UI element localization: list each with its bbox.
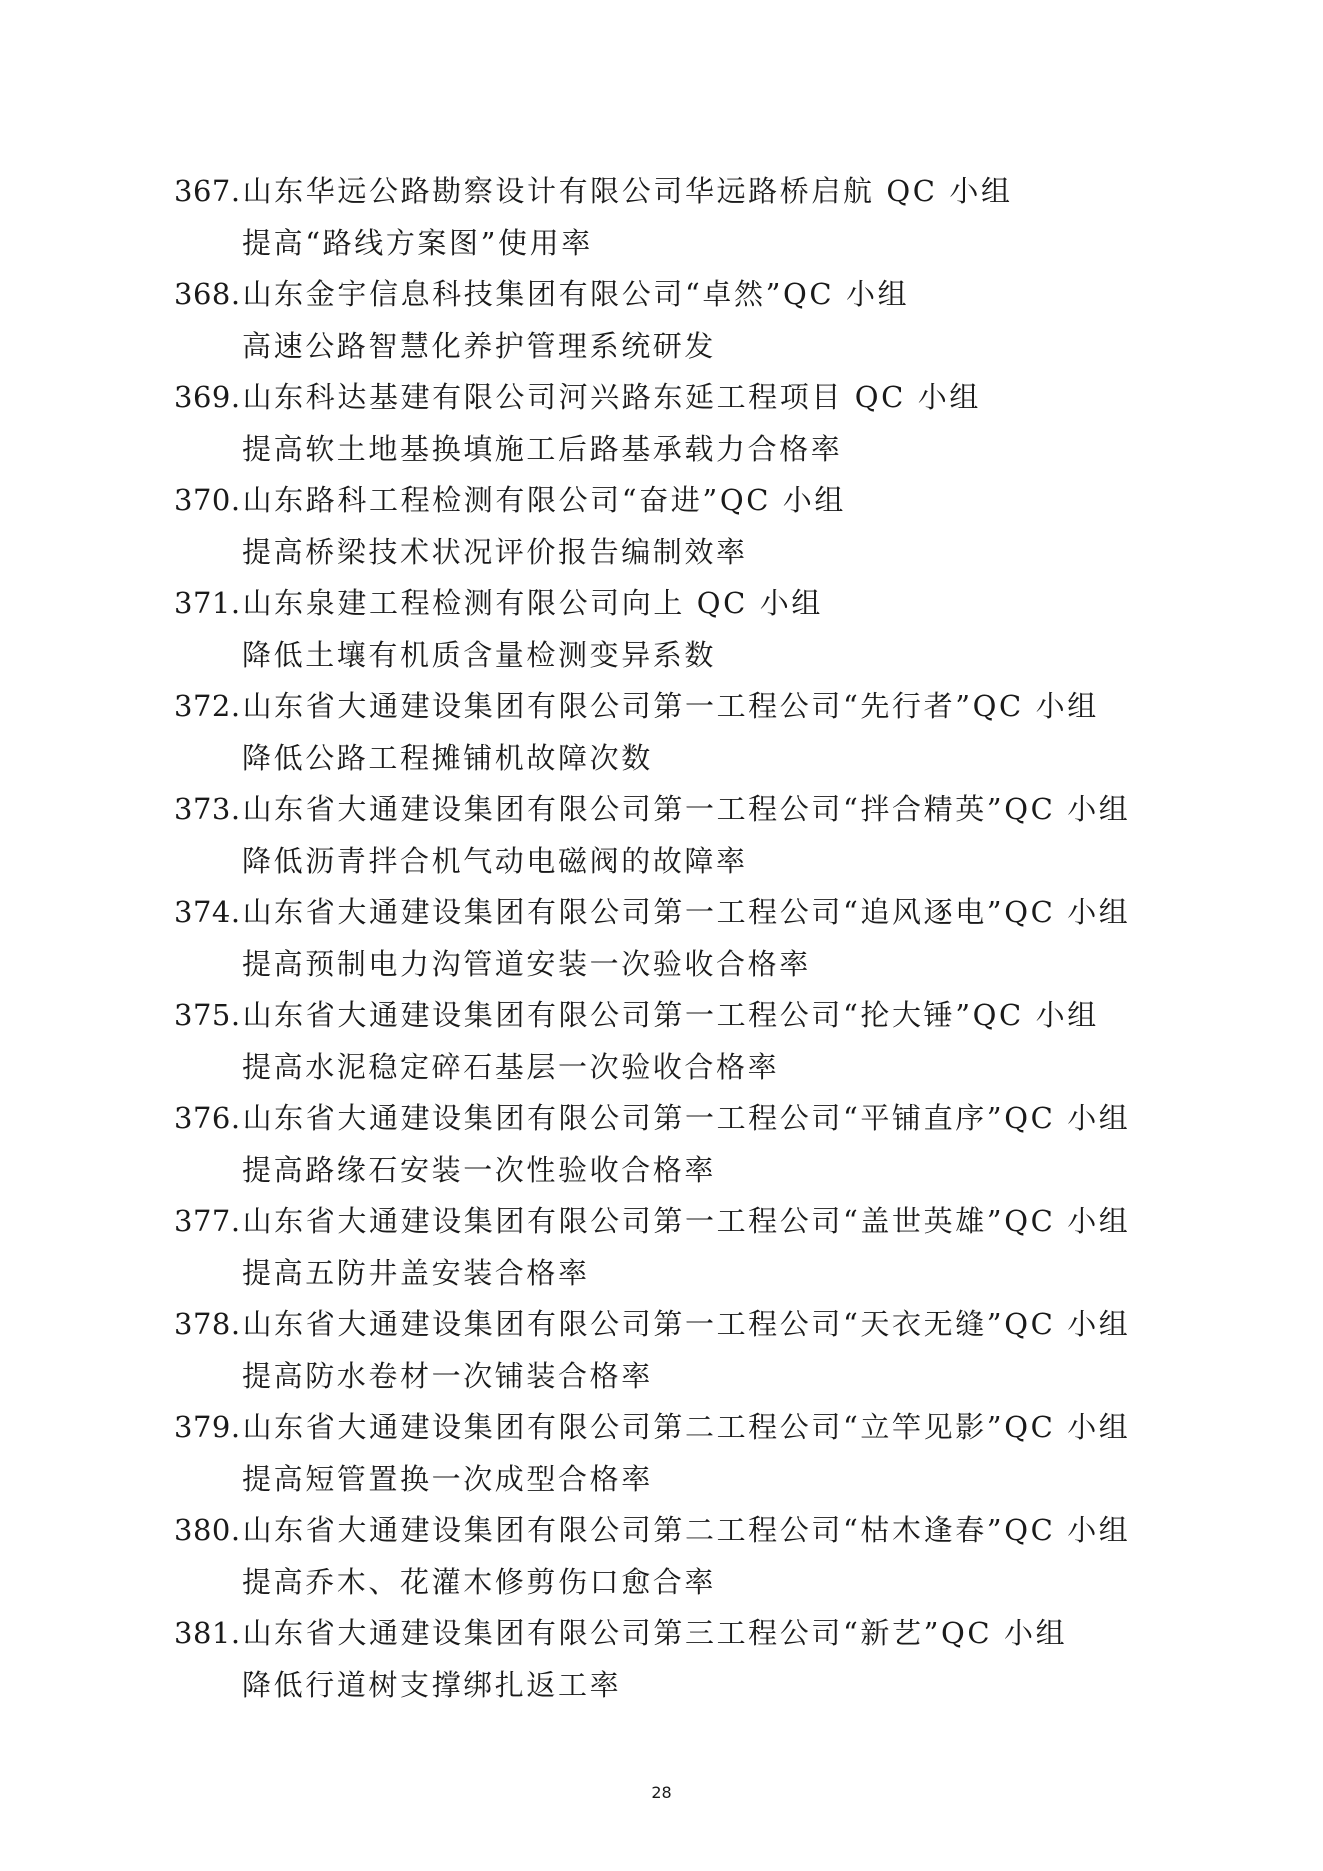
entry-subject: 高速公路智慧化养护管理系统研发: [242, 329, 717, 363]
entry-number: 371.: [174, 586, 241, 620]
list-item: [174, 474, 1174, 577]
entry-subject: 提高乔木、花灌木修剪伤口愈合率: [242, 1565, 717, 1599]
entry-heading: [174, 783, 1130, 835]
entry-subject: 降低土壤有机质含量检测变异系数: [242, 638, 717, 672]
entry-title: 山东省大通建设集团有限公司第二工程公司“立竿见影”QC 小组: [242, 1410, 1131, 1444]
entry-number: 380.: [174, 1513, 241, 1547]
list-item: [174, 577, 1174, 680]
entry-heading: [174, 1607, 1067, 1659]
list-item: [174, 989, 1174, 1092]
entry-heading: [174, 1504, 1130, 1556]
list-item: [174, 371, 1174, 474]
entry-subject: 降低行道树支撑绑扎返工率: [242, 1668, 622, 1702]
entry-title: 山东省大通建设集团有限公司第一工程公司“先行者”QC 小组: [242, 689, 1099, 723]
entry-title: 山东省大通建设集团有限公司第一工程公司“盖世英雄”QC 小组: [242, 1204, 1131, 1238]
entry-subject: 提高路缘石安装一次性验收合格率: [242, 1153, 717, 1187]
entry-number: 373.: [174, 792, 241, 826]
entry-subject: 降低公路工程摊铺机故障次数: [242, 741, 653, 775]
entry-subject: 提高五防井盖安装合格率: [242, 1256, 590, 1290]
entry-heading: [174, 1401, 1130, 1453]
entry-title: 山东泉建工程检测有限公司向上 QC 小组: [242, 586, 823, 620]
entry-subject: 提高防水卷材一次铺装合格率: [242, 1359, 653, 1393]
entry-number: 379.: [174, 1410, 241, 1444]
list-item: [174, 1607, 1174, 1710]
entry-heading: [174, 474, 846, 526]
list-item: [174, 268, 1174, 371]
entry-number: 377.: [174, 1204, 241, 1238]
list-item: [174, 1195, 1174, 1298]
list-item: [174, 1401, 1174, 1504]
entry-heading: [174, 577, 823, 629]
entry-subject: 降低沥青拌合机气动电磁阀的故障率: [242, 844, 748, 878]
entry-number: 378.: [174, 1307, 241, 1341]
entry-heading: [174, 165, 1013, 217]
entry-title: 山东省大通建设集团有限公司第一工程公司“天衣无缝”QC 小组: [242, 1307, 1131, 1341]
list-item: [174, 1298, 1174, 1401]
entry-heading: [174, 886, 1130, 938]
entry-title: 山东路科工程检测有限公司“奋进”QC 小组: [242, 483, 847, 517]
entry-number: 376.: [174, 1101, 241, 1135]
entry-heading: [174, 989, 1099, 1041]
entry-title: 山东省大通建设集团有限公司第一工程公司“追风逐电”QC 小组: [242, 895, 1131, 929]
entry-number: 369.: [174, 380, 241, 414]
entry-number: 367.: [174, 174, 241, 208]
list-item: [174, 165, 1174, 268]
entry-subject: 提高短管置换一次成型合格率: [242, 1462, 653, 1496]
entry-subject: 提高预制电力沟管道安装一次验收合格率: [242, 947, 811, 981]
entry-subject: 提高桥梁技术状况评价报告编制效率: [242, 535, 748, 569]
entry-title: 山东华远公路勘察设计有限公司华远路桥启航 QC 小组: [242, 174, 1013, 208]
entry-title: 山东金宇信息科技集团有限公司“卓然”QC 小组: [242, 277, 910, 311]
entry-subject: 提高水泥稳定碎石基层一次验收合格率: [242, 1050, 780, 1084]
list-item: [174, 1092, 1174, 1195]
entry-title: 山东省大通建设集团有限公司第三工程公司“新艺”QC 小组: [242, 1616, 1068, 1650]
entry-heading: [174, 371, 981, 423]
list-item: [174, 783, 1174, 886]
entry-title: 山东省大通建设集团有限公司第一工程公司“拌合精英”QC 小组: [242, 792, 1131, 826]
entry-title: 山东科达基建有限公司河兴路东延工程项目 QC 小组: [242, 380, 981, 414]
entry-subject: 提高“路线方案图”使用率: [242, 226, 593, 260]
entry-number: 375.: [174, 998, 241, 1032]
award-entry-list: [174, 165, 1174, 1710]
entry-heading: [174, 680, 1099, 732]
entry-number: 368.: [174, 277, 241, 311]
entry-title: 山东省大通建设集团有限公司第一工程公司“平铺直序”QC 小组: [242, 1101, 1131, 1135]
entry-heading: [174, 268, 909, 320]
page-number: 28: [651, 1783, 672, 1802]
entry-heading: [174, 1092, 1130, 1144]
entry-title: 山东省大通建设集团有限公司第一工程公司“抡大锤”QC 小组: [242, 998, 1099, 1032]
entry-number: 374.: [174, 895, 241, 929]
list-item: [174, 1504, 1174, 1607]
entry-number: 381.: [174, 1616, 241, 1650]
entry-number: 372.: [174, 689, 241, 723]
list-item: [174, 680, 1174, 783]
entry-heading: [174, 1195, 1130, 1247]
entry-heading: [174, 1298, 1130, 1350]
entry-title: 山东省大通建设集团有限公司第二工程公司“枯木逢春”QC 小组: [242, 1513, 1131, 1547]
entry-number: 370.: [174, 483, 241, 517]
entry-subject: 提高软土地基换填施工后路基承载力合格率: [242, 432, 843, 466]
list-item: [174, 886, 1174, 989]
